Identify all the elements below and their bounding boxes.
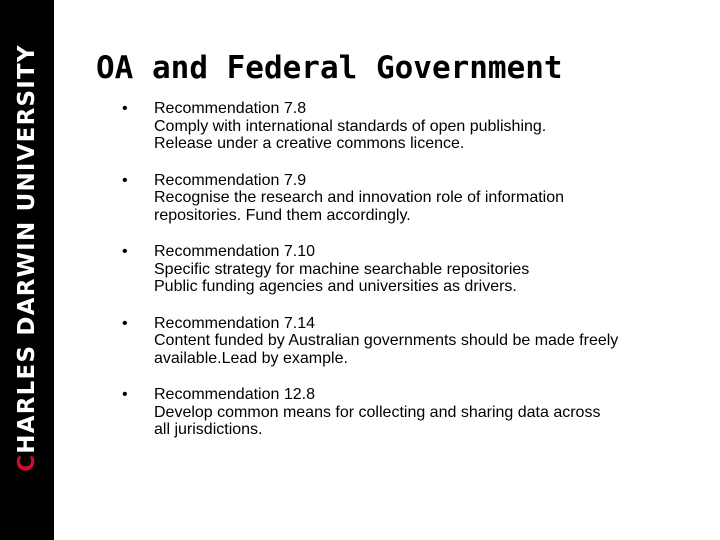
list-item	[122, 243, 697, 296]
recommendation-heading: Recommendation 12.8	[154, 386, 315, 403]
recommendation-text: all jurisdictions.	[154, 421, 263, 438]
bullet-icon: •	[122, 386, 128, 403]
slide-title: OA and Federal Government	[96, 50, 563, 86]
recommendation-heading: Recommendation 7.14	[154, 314, 315, 332]
list-item	[122, 315, 697, 368]
recommendation-list	[122, 100, 697, 458]
recommendation-text: repositories. Fund them accordingly.	[154, 206, 411, 224]
recommendation-text: Content funded by Australian governments should be made freely	[154, 332, 619, 349]
list-item	[122, 172, 697, 225]
recommendation-text: Release under a creative commons licence.	[154, 135, 465, 152]
recommendation-heading: Recommendation 7.8	[154, 100, 307, 117]
university-logotype	[14, 44, 40, 472]
recommendation-heading: Recommendation 7.10	[154, 243, 315, 260]
recommendation-text: Specific strategy for machine searchable repositories	[154, 260, 530, 278]
logotype-rest: HARLES DARWIN UNIVERSITY	[14, 44, 40, 454]
list-item	[122, 100, 697, 153]
logotype-initial: C	[14, 453, 40, 472]
bullet-icon: •	[122, 314, 128, 332]
recommendation-text: Public funding agencies and universities as drivers.	[154, 278, 517, 295]
list-item	[122, 386, 697, 439]
recommendation-text: available.Lead by example.	[154, 349, 348, 367]
bullet-icon: •	[122, 100, 128, 117]
recommendation-text: Develop common means for collecting and sharing data across	[154, 403, 601, 421]
bullet-icon: •	[122, 243, 128, 260]
recommendation-text: Comply with international standards of open publishing.	[154, 117, 547, 135]
bullet-icon: •	[122, 171, 128, 189]
sidebar	[0, 0, 54, 540]
recommendation-heading: Recommendation 7.9	[154, 171, 307, 189]
recommendation-text: Recognise the research and innovation role of information	[154, 189, 565, 206]
